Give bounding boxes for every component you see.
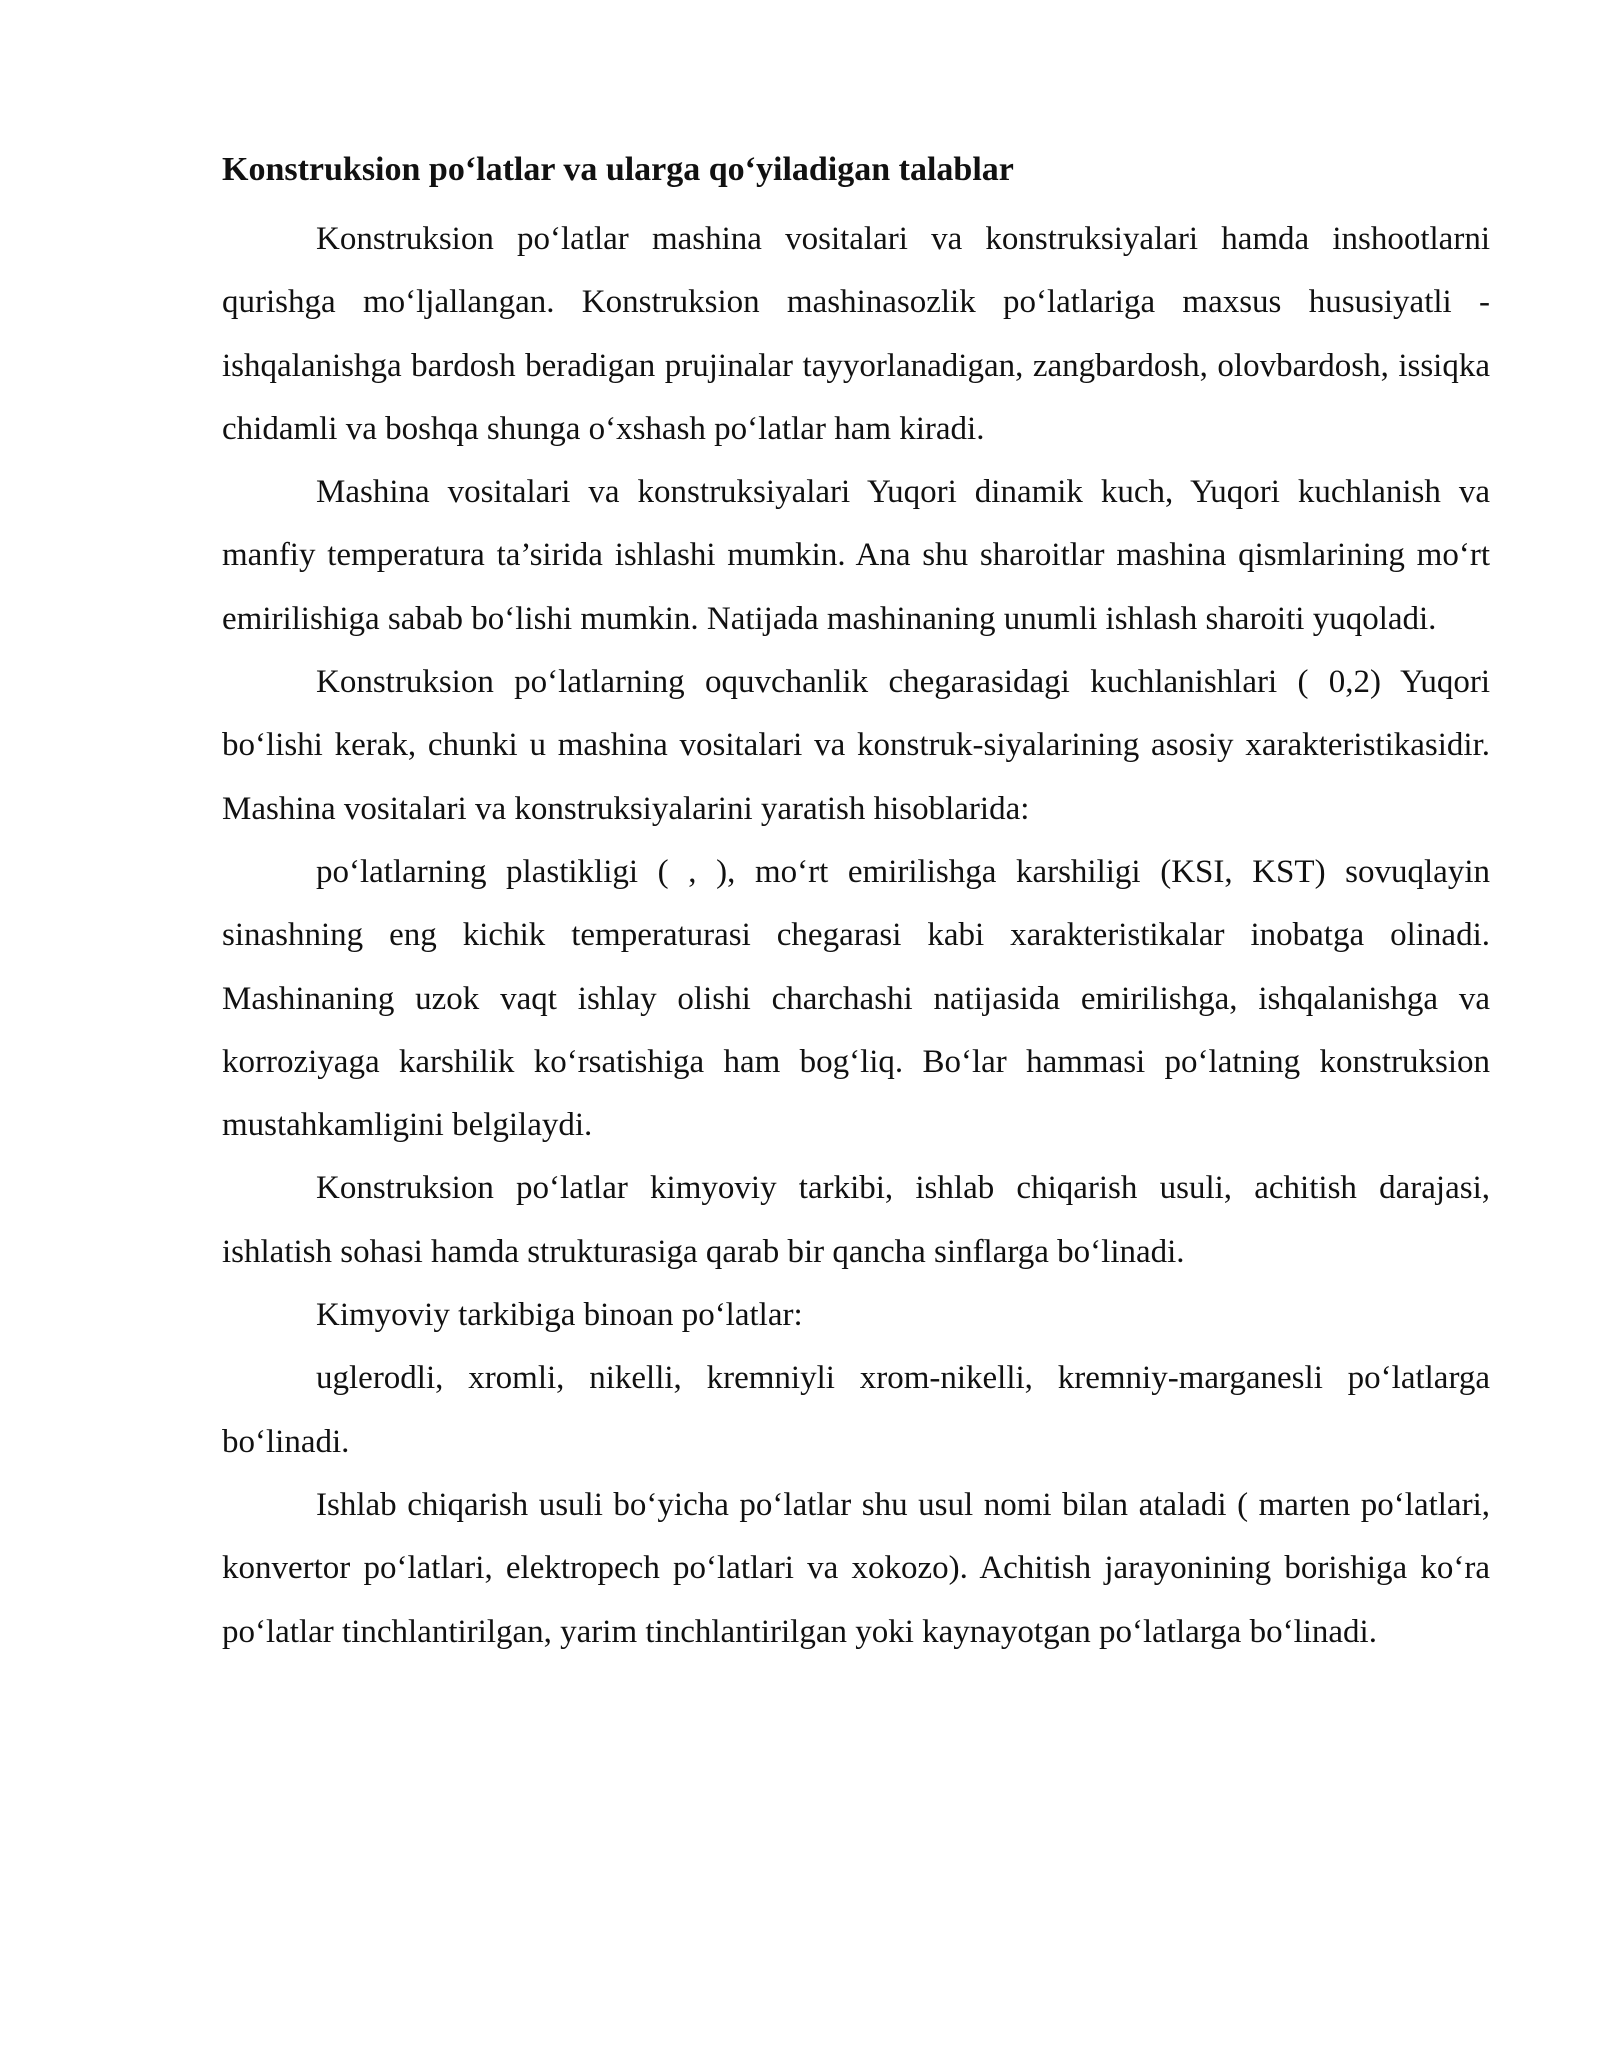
- paragraph: Kimyoviy tarkibiga binoan po‘latlar:: [316, 1297, 803, 1334]
- paragraph: po‘latlarning plastikligi ( , ), mo‘rt emirilishga karshiligi (KSI, KST) sovuqlayin sinashning eng kichik temperaturasi chegarasi kabi xarakteristikalar inobatga olinadi. Mashinaning uzok vaqt ishlay olishi charchashi natijasida emirilishga, ishqalanishga va korroziyaga karshilik ko‘rsatishiga ham bog‘liq. Bo‘lar hammasi po‘latning konstruksion mustahkamligini belgilaydi.: [222, 853, 1490, 1144]
- paragraph: Ishlab chiqarish usuli bo‘yicha po‘latlar shu usul nomi bilan ataladi ( marten po‘latlari, konvertor po‘latlari, elektropech po‘latlari va xokozo). Achitish jarayonining borishiga ko‘ra po‘latlar tinchlantirilgan, yarim tinchlantirilgan yoki kaynayotgan po‘latlarga bo‘linadi.: [222, 1486, 1490, 1650]
- paragraph: Konstruksion po‘latlar kimyoviy tarkibi, ishlab chiqarish usuli, achitish darajasi, ishlatish sohasi hamda strukturasiga qarab bir qancha sinflarga bo‘linadi.: [222, 1170, 1490, 1270]
- document-body: [222, 146, 1490, 1664]
- paragraph: Konstruksion po‘latlar mashina vositalari va konstruksiyalari hamda inshootlarni qurishga mo‘ljallangan. Konstruksion mashinasozlik po‘latlariga maxsus hususiyatli - ishqalanishga bardosh beradigan prujinalar tayyorlanadigan, zangbardosh, olovbardosh, issiqka chidamli va boshqa shunga o‘xshash po‘latlar ham kiradi.: [222, 221, 1490, 447]
- paragraph: Konstruksion po‘latlarning oquvchanlik chegarasidagi kuchlanishlari ( 0,2) Yuqori bo‘lishi kerak, chunki u mashina vositalari va konstruk-siyalarining asosiy xarakteristikasidir. Mashina vositalari va konstruksiyalarini yaratish hisoblarida:: [222, 664, 1490, 827]
- paragraph: uglerodli, xromli, nikelli, kremniyli xrom-nikelli, kremniy-marganesli po‘latlarga bo‘linadi.: [222, 1360, 1490, 1460]
- paragraph: Mashina vositalari va konstruksiyalari Yuqori dinamik kuch, Yuqori kuchlanish va manfiy temperatura ta’sirida ishlashi mumkin. Ana shu sharoitlar mashina qismlarining mo‘rt emirilishiga sabab bo‘lishi mumkin. Natijada mashinaning unumli ishlash sharoiti yuqoladi.: [222, 474, 1490, 637]
- document-title: Konstruksion po‘latlar va ularga qo‘yiladigan talablar: [222, 151, 1014, 188]
